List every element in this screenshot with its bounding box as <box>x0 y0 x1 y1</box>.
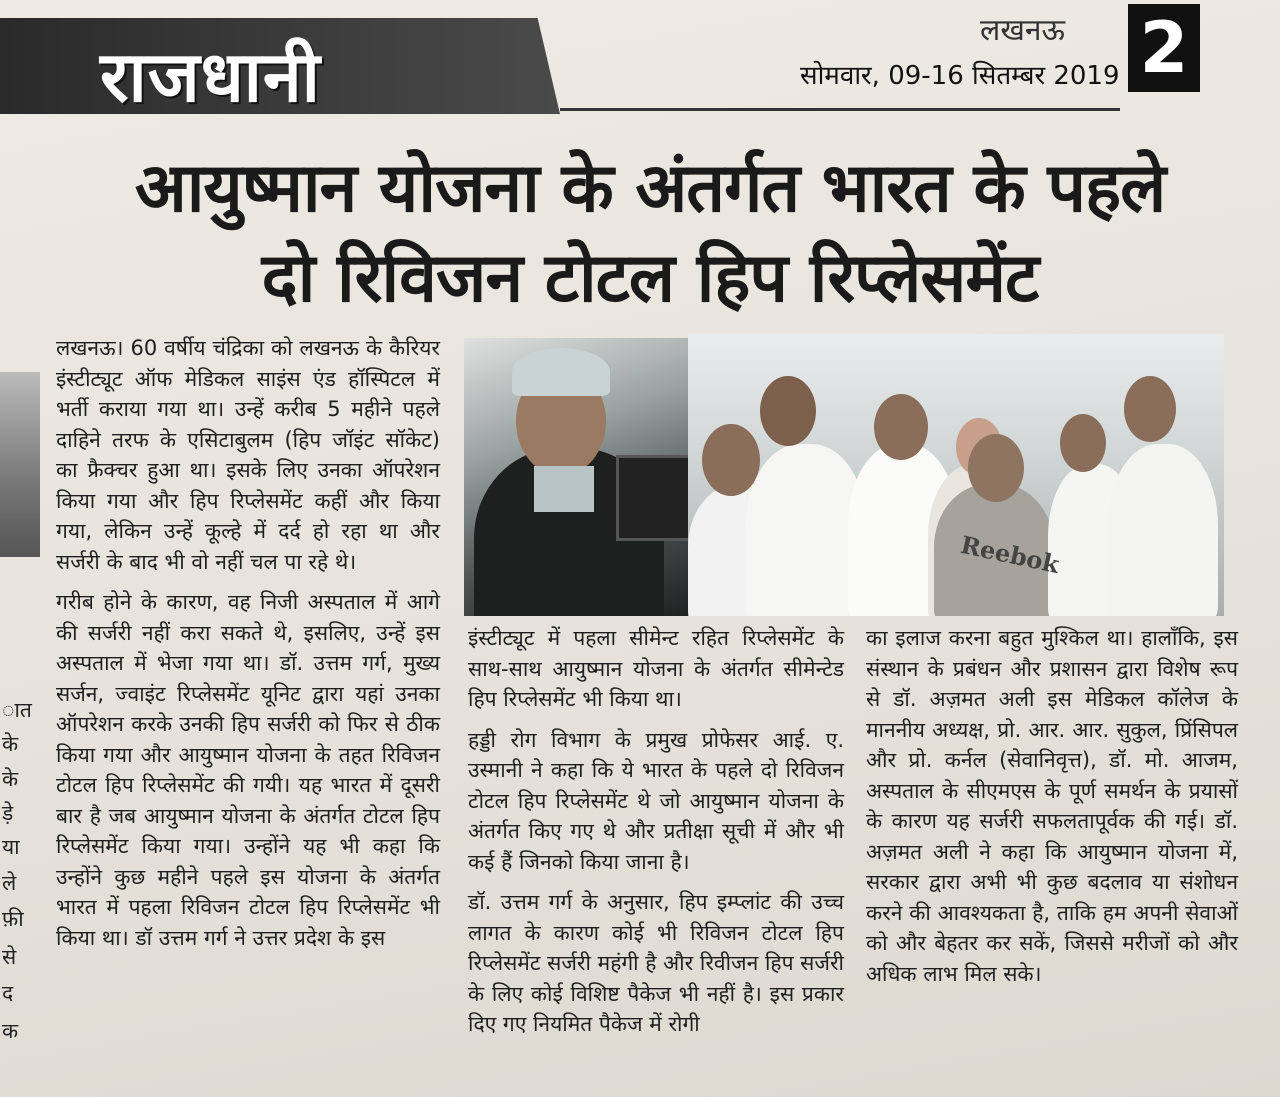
issue-date: सोमवार, 09-16 सितम्बर 2019 <box>800 61 1120 91</box>
surgical-mask <box>534 466 594 512</box>
fragment-text: क <box>2 1019 19 1043</box>
person-head <box>874 394 928 460</box>
fragment-text: ात <box>2 698 32 722</box>
paragraph: इंस्टीट्यूट में पहला सीमेन्ट रहित रिप्लेसमेंट के साथ-साथ आयुष्मान योजना के अंतर्गत सीमेन्टेड हिप रिप्लेसमेंट भी किया था। <box>468 626 844 711</box>
person-figure <box>1108 444 1218 616</box>
shirt-logo: Reebok <box>958 529 1062 580</box>
fragment-text: से <box>2 945 17 969</box>
article-column-3 <box>866 623 1238 989</box>
paragraph: हड्डी रोग विभाग के प्रमुख प्रोफेसर आई. ए. उस्मानी ने कहा कि ये भारत के पहले दो रिविजन टोटल हिप रिप्लेसमेंट थे जो आयुष्मान योजना के अंतर्गत किए गए थे और प्रतीक्षा सूची में और भी कई हैं जिनको किया जाना है। <box>468 727 844 874</box>
fragment-text: के <box>2 767 19 791</box>
group-photo <box>688 334 1224 616</box>
fragment-text: द <box>2 981 14 1005</box>
city-name: लखनऊ <box>980 13 1066 48</box>
paragraph: गरीब होने के कारण, वह निजी अस्पताल में आगे की सर्जरी नहीं करा सकते थे, इसलिए, उन्हें इस अस्पताल में भेजा गया था। डॉ. उत्तम गर्ग, मुख्य सर्जन, ज्वाइंट रिप्लेसमेंट यूनिट द्वारा यहां उनका ऑपरेशन करके उनकी हिप सर्जरी को फिर से ठीक किया गया और आयुष्मान योजना के तहत रिविजन टोटल हिप रिप्लेसमेंट की गयी। यह भारत में दूसरी बार है जब आयुष्मान योजना के अंतर्गत टोटल हिप रिप्लेसमेंट किया गया। उन्होंने यह भी कहा कि उन्होंने कुछ महीने पहले इस योजना के अंतर्गत भारत में पहला रिविजन टोटल हिप रिप्लेसमेंट भी किया था। डॉ उत्तम गर्ग ने उत्तर प्रदेश के इस <box>56 590 440 950</box>
article-column-1 <box>56 333 440 953</box>
paragraph: डॉ. उत्तम गर्ग के अनुसार, हिप इम्प्लांट की उच्च लागत के कारण कोई भी रिविजन टोटल हिप रिप्लेसमेंट सर्जरी महंगी है और रिवीजन हिप सर्जरी के लिए कोई विशिष्ट पैकेज भी नहीं है। इस प्रकार दिए गए नियमित पैकेज में रोगी <box>468 890 844 1036</box>
fragment-text: ले <box>2 871 17 895</box>
fragment-text: ड़े <box>2 801 14 825</box>
fragment-text: या <box>2 835 20 859</box>
fragment-text: फ़ी <box>2 907 24 931</box>
headline-line-1: आयुष्मान योजना के अंतर्गत भारत के पहले <box>134 149 1166 228</box>
article-column-2 <box>468 623 844 1040</box>
person-head <box>702 424 760 496</box>
masthead-rule <box>560 108 1120 111</box>
monitor-screen <box>616 455 692 541</box>
person-head <box>1124 376 1176 442</box>
paragraph: लखनऊ। 60 वर्षीय चंद्रिका को लखनऊ के कैरियर इंस्टीट्यूट ऑफ मेडिकल साइंस एंड हॉस्पिटल में भर्ती कराया गया था। उन्हें करीब 5 महीने पहले दाहिने तरफ के एसिटाबुलम (हिप जॉइंट सॉकेट) का फ्रैक्चर हुआ था। इसके लिए उनका ऑपरेशन किया गया और हिप रिप्लेसमेंट कहीं और किया गया, लेकिन उन्हें कूल्हे में दर्द हो रहा था और सर्जरी के बाद भी वो नहीं चल पा रहे थे। <box>56 336 440 574</box>
fragment-text: के <box>2 732 19 756</box>
adjacent-photo-fragment <box>0 372 40 557</box>
headline-line-2: दो रिविजन टोटल हिप रिप्लेसमेंट <box>261 239 1039 318</box>
person-head <box>760 376 816 446</box>
surgical-cap <box>512 348 610 396</box>
patient-head <box>968 434 1024 502</box>
page-number: 2 <box>1128 4 1200 92</box>
person-head <box>1060 414 1106 472</box>
paragraph: का इलाज करना बहुत मुश्किल था। हालाँकि, इस संस्थान के प्रबंधन और प्रशासन द्वारा विशेष रूप से डॉ. अज़मत अली इस मेडिकल कॉलेज के माननीय अध्यक्ष, प्रो. आर. आर. सुकुल, प्रिंसिपल और प्रो. कर्नल (सेवानिवृत्त), डॉ. मो. आजम, अस्पताल के सीएमएस के पूर्ण समर्थन के प्रयासों के कारण यह सर्जरी सफलतापूर्वक की गई। डॉ. अज़मत अली ने कहा कि आयुष्मान योजना में, सरकार द्वारा अभी भी कुछ बदलाव या संशोधन करने की आवश्यकता है, ताकि हम अपनी सेवाओं को और बेहतर कर सकें, जिससे मरीजों को और अधिक लाभ मिल सके। <box>866 626 1238 986</box>
section-title: राजधानी <box>100 35 321 118</box>
